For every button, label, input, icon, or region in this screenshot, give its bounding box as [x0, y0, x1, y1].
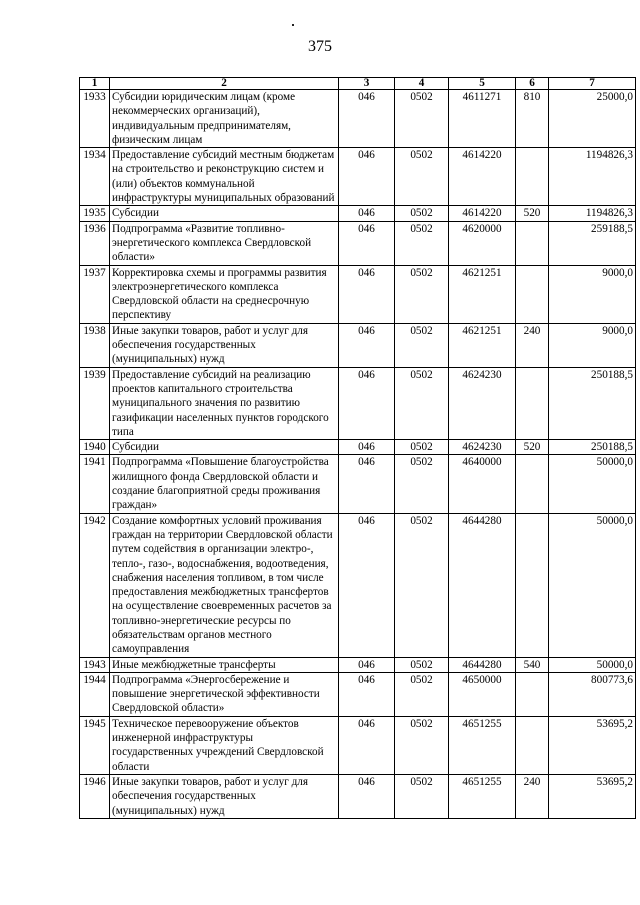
row-amount: 9000,0 — [549, 265, 636, 323]
row-number: 1935 — [80, 206, 110, 221]
row-expense-type: 520 — [516, 206, 549, 221]
row-number: 1936 — [80, 221, 110, 265]
row-name: Иные закупки товаров, работ и услуг для обеспечения государственных (муниципальных) нужд — [110, 774, 339, 818]
row-target-code: 4624230 — [449, 367, 516, 439]
row-amount: 53695,2 — [549, 774, 636, 818]
row-number: 1946 — [80, 774, 110, 818]
row-amount: 800773,6 — [549, 672, 636, 716]
row-amount: 250188,5 — [549, 440, 636, 455]
row-amount: 50000,0 — [549, 657, 636, 672]
row-admin-code: 046 — [339, 513, 395, 657]
row-section-code: 0502 — [395, 206, 449, 221]
row-name: Субсидии юридическим лицам (кроме некоммерческих организаций), индивидуальным предпринимателям, физическим лицам — [110, 90, 339, 148]
row-target-code: 4644280 — [449, 513, 516, 657]
budget-table — [79, 77, 636, 819]
row-number: 1945 — [80, 716, 110, 774]
row-number: 1938 — [80, 323, 110, 367]
row-section-code: 0502 — [395, 265, 449, 323]
row-admin-code: 046 — [339, 367, 395, 439]
row-expense-type: 810 — [516, 90, 549, 148]
row-target-code: 4650000 — [449, 672, 516, 716]
row-amount: 50000,0 — [549, 513, 636, 657]
row-admin-code: 046 — [339, 265, 395, 323]
row-admin-code: 046 — [339, 657, 395, 672]
row-amount: 250188,5 — [549, 367, 636, 439]
row-number: 1942 — [80, 513, 110, 657]
row-target-code: 4640000 — [449, 455, 516, 513]
row-amount: 259188,5 — [549, 221, 636, 265]
header-col-4: 4 — [395, 78, 449, 90]
row-target-code: 4621251 — [449, 265, 516, 323]
row-number: 1933 — [80, 90, 110, 148]
row-section-code: 0502 — [395, 657, 449, 672]
row-expense-type — [516, 265, 549, 323]
header-col-6: 6 — [516, 78, 549, 90]
row-section-code: 0502 — [395, 716, 449, 774]
row-expense-type: 520 — [516, 440, 549, 455]
row-admin-code: 046 — [339, 90, 395, 148]
row-admin-code: 046 — [339, 221, 395, 265]
row-expense-type — [516, 672, 549, 716]
table-row — [80, 90, 636, 148]
header-col-7: 7 — [549, 78, 636, 90]
row-expense-type: 240 — [516, 323, 549, 367]
row-target-code: 4614220 — [449, 148, 516, 206]
row-number: 1944 — [80, 672, 110, 716]
row-section-code: 0502 — [395, 513, 449, 657]
row-amount: 25000,0 — [549, 90, 636, 148]
table-row — [80, 455, 636, 513]
table-row — [80, 657, 636, 672]
row-target-code: 4624230 — [449, 440, 516, 455]
row-amount: 9000,0 — [549, 323, 636, 367]
row-number: 1934 — [80, 148, 110, 206]
row-admin-code: 046 — [339, 148, 395, 206]
row-expense-type: 540 — [516, 657, 549, 672]
header-col-5: 5 — [449, 78, 516, 90]
row-section-code: 0502 — [395, 221, 449, 265]
row-name: Подпрограмма «Энергосбережение и повышение энергетической эффективности Свердловской области» — [110, 672, 339, 716]
row-name: Иные межбюджетные трансферты — [110, 657, 339, 672]
row-amount: 1194826,3 — [549, 148, 636, 206]
row-amount: 50000,0 — [549, 455, 636, 513]
row-name: Создание комфортных условий проживания граждан на территории Свердловской области путем содействия в организации электро-, тепло-, газо-, водоснабжения, водоотведения, снабжения населения топливом, в том числе предоставления межбюджетных трансфертов на осуществление своевременных расчетов за топливно-энергетические ресурсы по обязательствам органов местного самоуправления — [110, 513, 339, 657]
table-row — [80, 367, 636, 439]
row-number: 1943 — [80, 657, 110, 672]
row-expense-type — [516, 148, 549, 206]
row-name: Предоставление субсидий местным бюджетам на строительство и реконструкцию систем и (или) объектов коммунальной инфраструктуры муниципальных образований — [110, 148, 339, 206]
page-number: 375 — [308, 38, 332, 55]
row-section-code: 0502 — [395, 367, 449, 439]
row-name: Корректировка схемы и программы развития электроэнергетического комплекса Свердловской области на среднесрочную перспективу — [110, 265, 339, 323]
row-name: Субсидии — [110, 440, 339, 455]
row-section-code: 0502 — [395, 323, 449, 367]
row-target-code: 4651255 — [449, 716, 516, 774]
row-admin-code: 046 — [339, 716, 395, 774]
row-section-code: 0502 — [395, 148, 449, 206]
row-amount: 53695,2 — [549, 716, 636, 774]
table-row — [80, 672, 636, 716]
table-row — [80, 221, 636, 265]
row-name: Подпрограмма «Развитие топливно-энергетического комплекса Свердловской области» — [110, 221, 339, 265]
row-target-code: 4614220 — [449, 206, 516, 221]
table-row — [80, 513, 636, 657]
row-admin-code: 046 — [339, 455, 395, 513]
header-col-3: 3 — [339, 78, 395, 90]
row-expense-type — [516, 367, 549, 439]
table-row — [80, 323, 636, 367]
row-section-code: 0502 — [395, 774, 449, 818]
row-expense-type — [516, 221, 549, 265]
row-expense-type — [516, 513, 549, 657]
row-admin-code: 046 — [339, 323, 395, 367]
row-section-code: 0502 — [395, 440, 449, 455]
row-admin-code: 046 — [339, 440, 395, 455]
table-row — [80, 265, 636, 323]
row-expense-type — [516, 455, 549, 513]
row-number: 1937 — [80, 265, 110, 323]
row-name: Субсидии — [110, 206, 339, 221]
row-number: 1940 — [80, 440, 110, 455]
row-target-code: 4620000 — [449, 221, 516, 265]
row-number: 1941 — [80, 455, 110, 513]
row-section-code: 0502 — [395, 455, 449, 513]
header-col-2: 2 — [110, 78, 339, 90]
row-admin-code: 046 — [339, 672, 395, 716]
row-name: Предоставление субсидий на реализацию проектов капитального строительства муниципального значения по развитию газификации населенных пунктов городского типа — [110, 367, 339, 439]
row-target-code: 4651255 — [449, 774, 516, 818]
table-row — [80, 440, 636, 455]
row-target-code: 4644280 — [449, 657, 516, 672]
row-amount: 1194826,3 — [549, 206, 636, 221]
table-row — [80, 716, 636, 774]
scan-dot — [292, 24, 294, 26]
table-row — [80, 206, 636, 221]
row-name: Техническое перевооружение объектов инженерной инфраструктуры государственных учреждений Свердловской области — [110, 716, 339, 774]
row-admin-code: 046 — [339, 206, 395, 221]
row-admin-code: 046 — [339, 774, 395, 818]
row-name: Подпрограмма «Повышение благоустройства жилищного фонда Свердловской области и создание благоприятной среды проживания граждан» — [110, 455, 339, 513]
header-col-1: 1 — [80, 78, 110, 90]
row-expense-type: 240 — [516, 774, 549, 818]
table-row — [80, 148, 636, 206]
row-section-code: 0502 — [395, 90, 449, 148]
table-row — [80, 774, 636, 818]
row-section-code: 0502 — [395, 672, 449, 716]
table-header-row — [80, 78, 636, 90]
row-target-code: 4611271 — [449, 90, 516, 148]
row-number: 1939 — [80, 367, 110, 439]
row-expense-type — [516, 716, 549, 774]
row-target-code: 4621251 — [449, 323, 516, 367]
row-name: Иные закупки товаров, работ и услуг для обеспечения государственных (муниципальных) нужд — [110, 323, 339, 367]
